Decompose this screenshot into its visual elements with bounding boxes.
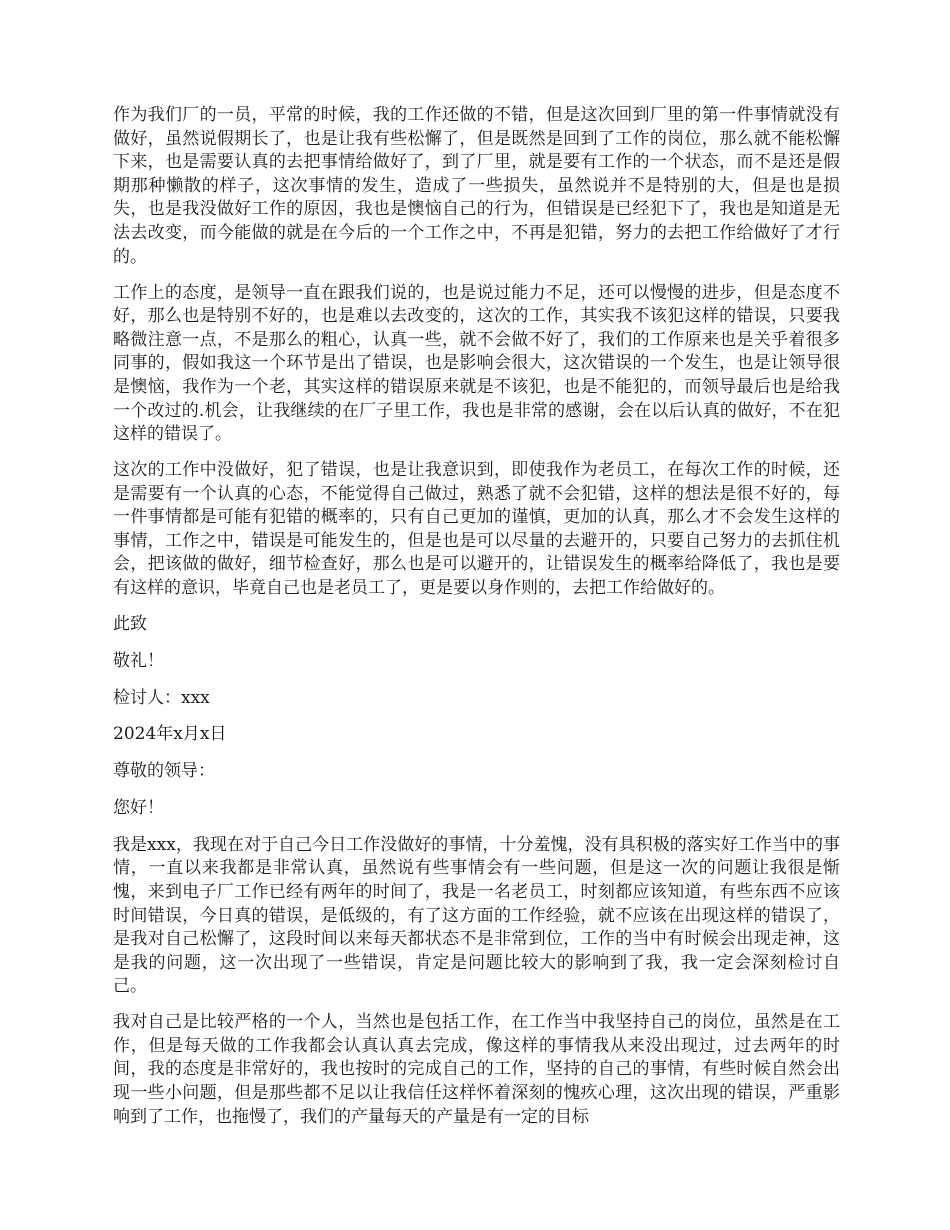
closing-salutation: 此致: [113, 614, 147, 635]
paragraph-3: 这次的工作中没做好，犯了错误，也是让我意识到，即使我作为老员工，在每次工作的时候，还是需要有一个认真的心态，不能觉得自己做过，熟悉了就不会犯错，这样的想法是很不好的，每一件事情都是可能有犯错的概率的，只有自己更加的谨慎，更加的认真，那么才不会发生这样的事情，工作之中，错误是可能发生的，但是也是可以尽量的去避开的，只要自己努力的去抓住机会，把该做的做好，细节检查好，那么也是可以避开的，让错误发生的概率给降低了，我也是要有这样的意识，毕竟自己也是老员工了，更是要以身作则的，去把工作给做好的。: [113, 460, 840, 599]
paragraph-5: 我对自己是比较严格的一个人，当然也是包括工作，在工作当中我坚持自己的岗位，虽然是在工作，但是每天做的工作我都会认真认真去完成，像这样的事情我从来没出现过，过去两年的时间，我的态度是非常好的，我也按时的完成自己的工作，坚持的自己的事情，有些时候自然会出现一些小问题，但是那些都不足以让我信任这样怀着深刻的愧疚心理，这次出现的错误，严重影响到了工作，也拖慢了，我们的产量每天的产量是有一定的目标: [113, 1012, 840, 1127]
paragraph-2: 工作上的态度，是领导一直在跟我们说的，也是说过能力不足，还可以慢慢的进步，但是态度不好，那么也是特别不好的，也是难以去改变的，这次的工作，其实我不该犯这样的错误，只要我略微注意一点，不是那么的粗心，认真一些，就不会做不好了，我们的工作原来也是关乎着很多同事的，假如我这一个环节是出了错误，也是影响会很大，这次错误的一个发生，也是让领导很是懊恼，我作为一个老，其实这样的错误原来就是不该犯，也是不能犯的，而领导最后也是给我一个改过的.机会，让我继续的在厂子里工作，我也是非常的感谢，会在以后认真的做好，不在犯这样的错误了。: [113, 282, 840, 445]
closing-respect: 敬礼！: [113, 650, 164, 671]
greeting-hello: 您好！: [113, 797, 164, 818]
signatory: 检讨人：xxx: [113, 687, 210, 708]
paragraph-4: 我是xxx，我现在对于自己今日工作没做好的事情，十分羞愧，没有具积极的落实好工作当中的事情，一直以来我都是非常认真，虽然说有些事情会有一些问题，但是这一次的问题让我很是惭愧，来到电子厂工作已经有两年的时间了，我是一名老员工，时刻都应该知道，有些东西不应该时间错误，今日真的错误，是低级的，有了这方面的工作经验，就不应该在出现这样的错误了，是我对自己松懈了，这段时间以来每天都状态不是非常到位，工作的当中有时候会出现走神，这是我的问题，这一次出现了一些错误，肯定是问题比较大的影响到了我，我一定会深刻检讨自己。: [113, 834, 840, 997]
date-line: 2024年x月x日: [113, 724, 227, 745]
document-body: [113, 104, 840, 1142]
greeting-addressee: 尊敬的领导：: [113, 761, 215, 782]
paragraph-1: 作为我们厂的一员，平常的时候，我的工作还做的不错，但是这次回到厂里的第一件事情就没有做好，虽然说假期长了，也是让我有些松懈了，但是既然是回到了工作的岗位，那么就不能松懈下来，也是需要认真的去把事情给做好了，到了厂里，就是要有工作的一个状态，而不是还是假期那种懒散的样子，这次事情的发生，造成了一些损失，虽然说并不是特别的大，但是也是损失，也是我没做好工作的原因，我也是懊恼自己的行为，但错误是已经犯下了，我也是知道是无法去改变，而今能做的就是在今后的一个工作之中，不再是犯错，努力的去把工作给做好了才行的。: [113, 105, 840, 267]
